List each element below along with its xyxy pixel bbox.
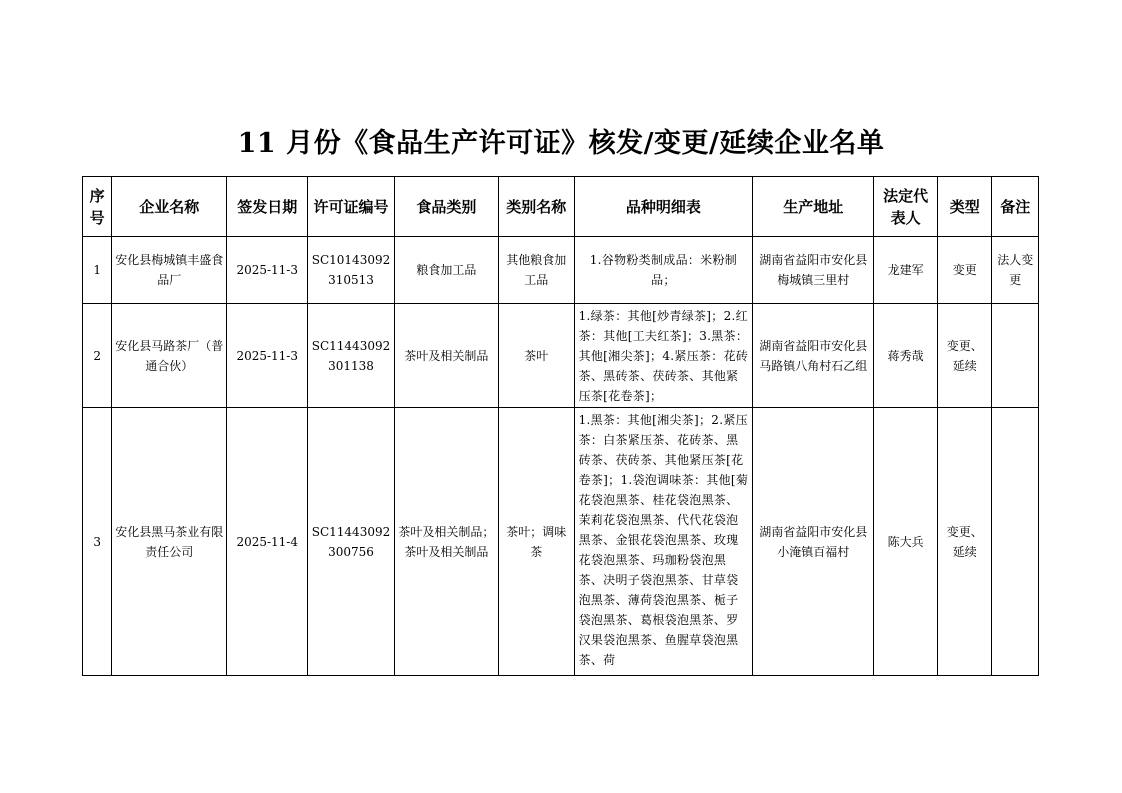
cell-license-no: SC11443092301138 bbox=[308, 304, 395, 408]
header-type: 类型 bbox=[937, 177, 992, 237]
cell-index: 3 bbox=[83, 408, 112, 676]
cell-legal-rep: 蒋秀哉 bbox=[874, 304, 938, 408]
table-row bbox=[83, 408, 1039, 676]
variety-detail-text: 1.黑茶：其他[湘尖茶]；2.紧压茶：白茶紧压茶、花砖茶、黑砖茶、茯砖茶、其他紧压茶[花卷茶]；1.袋泡调味茶：其他[菊花袋泡黑茶、桂花袋泡黑茶、茉莉花袋泡黑茶、代代花袋泡黑茶、金银花袋泡黑茶、玫瑰花袋泡黑茶、玛珈粉袋泡黑茶、决明子袋泡黑茶、甘草袋泡黑茶、薄荷袋泡黑茶、栀子袋泡黑茶、葛根袋泡黑茶、罗汉果袋泡黑茶、鱼腥草袋泡黑茶、荷 bbox=[578, 412, 749, 667]
cell-address: 湖南省益阳市安化县马路镇八角村石乙组 bbox=[753, 304, 874, 408]
header-food-category: 食品类别 bbox=[394, 177, 498, 237]
cell-food-category: 粮食加工品 bbox=[394, 237, 498, 304]
header-license-no: 许可证编号 bbox=[308, 177, 395, 237]
cell-address: 湖南省益阳市安化县梅城镇三里村 bbox=[753, 237, 874, 304]
cell-address: 湖南省益阳市安化县小淹镇百福村 bbox=[753, 408, 874, 676]
cell-license-no: SC10143092310513 bbox=[308, 237, 395, 304]
cell-category-name: 茶叶 bbox=[498, 304, 574, 408]
header-category-name: 类别名称 bbox=[498, 177, 574, 237]
license-table bbox=[82, 176, 1039, 676]
cell-issue-date: 2025-11-3 bbox=[227, 304, 308, 408]
cell-variety-detail bbox=[574, 304, 753, 408]
header-issue-date: 签发日期 bbox=[227, 177, 308, 237]
cell-variety-detail bbox=[574, 237, 753, 304]
table-row bbox=[83, 304, 1039, 408]
cell-company: 安化县马路茶厂（普通合伙） bbox=[112, 304, 227, 408]
cell-legal-rep: 陈大兵 bbox=[874, 408, 938, 676]
cell-legal-rep: 龙建军 bbox=[874, 237, 938, 304]
cell-type: 变更 bbox=[937, 237, 992, 304]
cell-remarks bbox=[992, 304, 1039, 408]
cell-company: 安化县梅城镇丰盛食品厂 bbox=[112, 237, 227, 304]
cell-type: 变更、延续 bbox=[937, 408, 992, 676]
cell-issue-date: 2025-11-4 bbox=[227, 408, 308, 676]
variety-detail-text: 1.谷物粉类制成品：米粉制品； bbox=[589, 253, 738, 287]
header-company: 企业名称 bbox=[112, 177, 227, 237]
cell-category-name: 其他粮食加工品 bbox=[498, 237, 574, 304]
cell-license-no: SC11443092300756 bbox=[308, 408, 395, 676]
header-remarks: 备注 bbox=[992, 177, 1039, 237]
header-legal-rep: 法定代表人 bbox=[874, 177, 938, 237]
header-variety-detail: 品种明细表 bbox=[574, 177, 753, 237]
cell-category-name: 茶叶；调味茶 bbox=[498, 408, 574, 676]
cell-remarks bbox=[992, 408, 1039, 676]
table-row bbox=[83, 237, 1039, 304]
cell-index: 1 bbox=[83, 237, 112, 304]
table-header-row bbox=[83, 177, 1039, 237]
cell-index: 2 bbox=[83, 304, 112, 408]
header-address: 生产地址 bbox=[753, 177, 874, 237]
cell-issue-date: 2025-11-3 bbox=[227, 237, 308, 304]
cell-company: 安化县黑马茶业有限责任公司 bbox=[112, 408, 227, 676]
cell-food-category: 茶叶及相关制品；茶叶及相关制品 bbox=[394, 408, 498, 676]
cell-food-category: 茶叶及相关制品 bbox=[394, 304, 498, 408]
variety-detail-text: 1.绿茶：其他[炒青绿茶]；2.红茶：其他[工夫红茶]；3.黑茶：其他[湘尖茶]；4.紧压茶：花砖茶、黑砖茶、茯砖茶、其他紧压茶[花卷茶]； bbox=[578, 308, 749, 403]
page-title: 11 月份《食品生产许可证》核发/变更/延续企业名单 bbox=[237, 128, 885, 159]
cell-variety-detail bbox=[574, 408, 753, 676]
header-index: 序号 bbox=[83, 177, 112, 237]
cell-remarks: 法人变更 bbox=[992, 237, 1039, 304]
cell-type: 变更、延续 bbox=[937, 304, 992, 408]
